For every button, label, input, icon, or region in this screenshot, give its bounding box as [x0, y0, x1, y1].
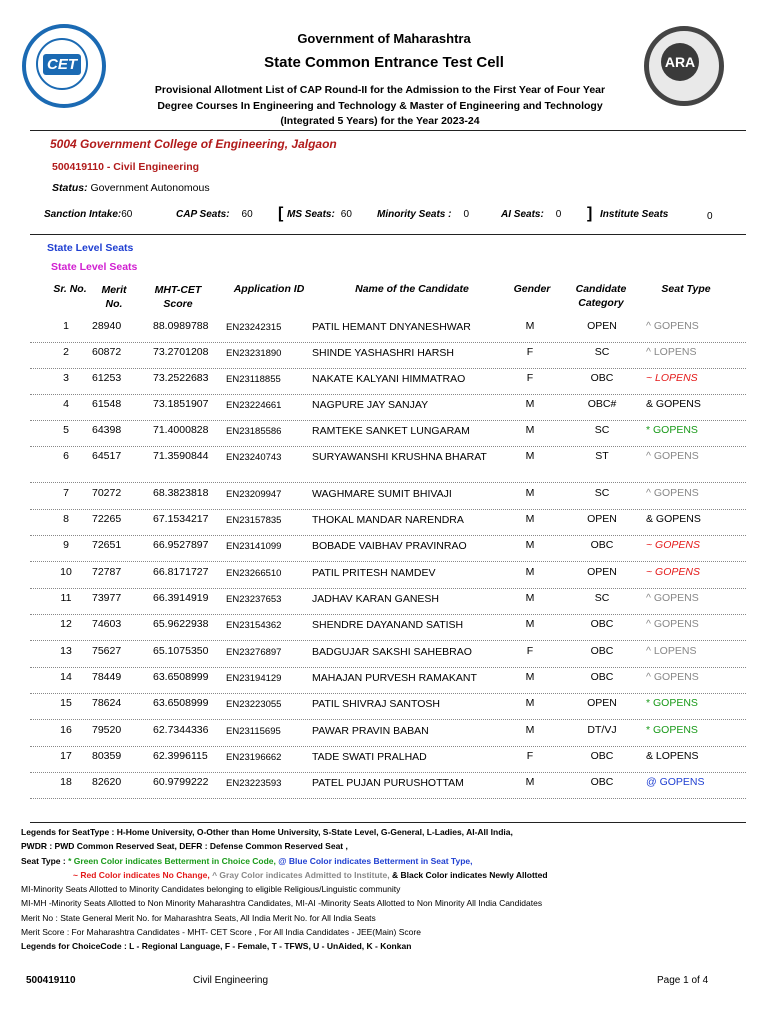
merit-no: 79520	[92, 724, 122, 736]
sr-no: 14	[60, 671, 72, 683]
gender: M	[525, 513, 535, 525]
legend-line-3	[21, 854, 761, 868]
seat-type: & GOPENS	[646, 513, 701, 525]
mht-cet-score: 65.1075350	[153, 645, 209, 657]
seat-type: ^ GOPENS	[646, 671, 699, 683]
col-seat-type: Seat Type	[661, 283, 711, 295]
mht-cet-score: 71.4000828	[153, 424, 209, 436]
gender: M	[525, 424, 535, 436]
candidate-name: SURYAWANSHI KRUSHNA BHARAT	[312, 451, 487, 463]
candidate-name: TADE SWATI PRALHAD	[312, 751, 427, 763]
seat-type: ~ LOPENS	[646, 372, 698, 384]
gender: M	[525, 724, 535, 736]
candidate-name: PATIL SHIVRAJ SANTOSH	[312, 698, 440, 710]
candidate-name: BADGUJAR SAKSHI SAHEBRAO	[312, 646, 472, 658]
seat-type: & LOPENS	[646, 750, 699, 762]
candidate-name: SHENDRE DAYANAND SATISH	[312, 619, 464, 631]
sr-no: 5	[63, 424, 69, 436]
header-divider	[30, 130, 746, 131]
sr-no: 12	[60, 618, 72, 630]
ms-value: 60	[340, 209, 352, 220]
bracket-open: [	[278, 205, 284, 222]
application-id: EN23196662	[226, 752, 282, 763]
mht-cet-score: 71.3590844	[153, 450, 209, 462]
ai-label: AI Seats:	[501, 209, 544, 220]
seat-type: ^ GOPENS	[646, 450, 699, 462]
seat-type: * GOPENS	[646, 697, 698, 709]
application-id: EN23231890	[226, 348, 282, 359]
application-id: EN23224661	[226, 400, 282, 411]
application-id: EN23223055	[226, 699, 282, 710]
cell-title: State Common Entrance Test Cell	[264, 54, 504, 71]
gender: M	[525, 671, 535, 683]
list-title	[120, 83, 640, 130]
list-title-line3: (Integrated 5 Years) for the Year 2023-24	[280, 115, 480, 127]
mht-cet-score: 68.3823818	[153, 487, 209, 499]
row-separator-line	[30, 342, 746, 343]
candidate-name: PATIL HEMANT DNYANESHWAR	[312, 321, 471, 333]
govt-title: Government of Maharashtra	[297, 31, 471, 46]
legend-line-9	[21, 939, 761, 953]
legend-divider	[30, 822, 746, 823]
gender: M	[525, 592, 535, 604]
row-separator-line	[30, 368, 746, 369]
sanction-value: 60	[121, 209, 133, 220]
cap-seats	[176, 209, 253, 220]
mht-cet-score: 63.6508999	[153, 671, 209, 683]
col-score: MHT-CET Score	[154, 284, 202, 310]
ara-logo-text: ARA	[664, 54, 696, 70]
row-separator-line	[30, 667, 746, 668]
gender: M	[525, 539, 535, 551]
mht-cet-score: 73.2701208	[153, 346, 209, 358]
sr-no: 7	[63, 487, 69, 499]
candidate-name: PAWAR PRAVIN BABAN	[312, 725, 429, 737]
sanction-label: Sanction Intake:	[44, 209, 122, 220]
merit-no: 60872	[92, 346, 122, 358]
application-id: EN23266510	[226, 568, 282, 579]
mht-cet-score: 66.8171727	[153, 566, 209, 578]
application-id: EN23242315	[226, 322, 282, 333]
candidate-name: JADHAV KARAN GANESH	[312, 593, 439, 605]
sr-no: 1	[63, 320, 69, 332]
mht-cet-score: 88.0989788	[153, 320, 209, 332]
merit-no: 64517	[92, 450, 122, 462]
candidate-category: OBC	[590, 671, 614, 683]
col-app: Application ID	[233, 283, 305, 295]
candidate-category: OPEN	[587, 513, 617, 525]
candidate-name: PATEL PUJAN PURUSHOTTAM	[312, 777, 464, 789]
application-id: EN23223593	[226, 778, 282, 789]
cap-value: 60	[241, 209, 253, 220]
mht-cet-score: 73.1851907	[153, 398, 209, 410]
gender: M	[525, 566, 535, 578]
sr-no: 8	[63, 513, 69, 525]
candidate-name: NAGPURE JAY SANJAY	[312, 399, 429, 411]
seat-type: ^ GOPENS	[646, 618, 699, 630]
footer-page: Page 1 of 4	[657, 975, 709, 986]
bracket-close: ]	[587, 205, 593, 222]
gender: M	[525, 398, 535, 410]
mht-cet-score: 66.9527897	[153, 539, 209, 551]
candidate-category: OBC	[590, 539, 614, 551]
candidate-name: THOKAL MANDAR NARENDRA	[312, 514, 464, 526]
merit-no: 64398	[92, 424, 122, 436]
sr-no: 16	[60, 724, 72, 736]
legend-green: * Green Color indicates Betterment in Choice Code,	[68, 855, 276, 866]
merit-no: 61548	[92, 398, 122, 410]
seat-type: * GOPENS	[646, 724, 698, 736]
merit-no: 72651	[92, 539, 122, 551]
ai-value: 0	[555, 209, 562, 220]
institute-label: Institute Seats	[600, 209, 669, 220]
state-level-label: State Level Seats	[47, 242, 134, 254]
row-separator-line	[30, 420, 746, 421]
minority-seats	[377, 209, 469, 220]
seat-type: ^ GOPENS	[646, 487, 699, 499]
list-title-line1: Provisional Allotment List of CAP Round-II for the Admission to the First Year of Four Year	[154, 84, 606, 96]
sr-no: 9	[63, 539, 69, 551]
sr-no: 2	[63, 346, 69, 358]
gender: M	[525, 487, 535, 499]
candidate-category: SC	[594, 424, 610, 436]
cet-logo-text: CET	[43, 54, 81, 75]
candidate-category: SC	[594, 346, 610, 358]
sr-no: 3	[63, 372, 69, 384]
candidate-category: OBC	[590, 372, 614, 384]
minority-label: Minority Seats :	[377, 209, 452, 220]
seat-type: @ GOPENS	[646, 776, 705, 788]
candidate-category: ST	[595, 450, 609, 462]
legend-line-5: MI-Minority Seats Allotted to Minority Candidates belonging to eligible Religious/Linguistic community	[21, 884, 401, 895]
merit-no: 72265	[92, 513, 122, 525]
seat-type: ^ GOPENS	[646, 592, 699, 604]
application-id: EN23185586	[226, 426, 282, 437]
row-separator-line	[30, 719, 746, 720]
merit-no: 61253	[92, 372, 122, 384]
seat-type: & GOPENS	[646, 398, 701, 410]
merit-no: 73977	[92, 592, 122, 604]
application-id: EN23154362	[226, 620, 282, 631]
merit-no: 28940	[92, 320, 122, 332]
mht-cet-score: 62.3996115	[153, 750, 208, 762]
institute-seats	[600, 209, 668, 220]
seats-divider	[30, 234, 746, 235]
course-name: 500419110 - Civil Engineering	[52, 161, 200, 173]
candidate-category: SC	[594, 592, 610, 604]
footer-course: Civil Engineering	[193, 975, 269, 986]
row-separator-line	[30, 746, 746, 747]
candidate-name: MAHAJAN PURVESH RAMAKANT	[312, 672, 477, 684]
gender: M	[525, 450, 535, 462]
candidate-category: SC	[594, 487, 610, 499]
ms-seats	[287, 209, 352, 220]
ai-seats	[501, 209, 561, 220]
seat-type: ^ LOPENS	[646, 346, 697, 358]
merit-no: 75627	[92, 645, 122, 657]
ms-label: MS Seats:	[287, 209, 335, 220]
legend-line-6: MI-MH -Minority Seats Allotted to Non Minority Maharashtra Candidates, MI-AI -Minority Seats Allotted to Non Minority All India Candidates	[21, 898, 543, 909]
legend	[21, 825, 761, 954]
status-value: Government Autonomous	[90, 182, 210, 194]
list-title-line2: Degree Courses In Engineering and Technology & Master of Engineering and Technology	[157, 99, 603, 112]
sr-no: 4	[63, 398, 69, 410]
candidate-name: SHINDE YASHASHRI HARSH	[312, 347, 454, 359]
application-id: EN23115695	[226, 726, 281, 737]
col-name: Name of the Candidate	[355, 283, 469, 295]
state-level-label-2: State Level Seats	[51, 261, 138, 273]
application-id: EN23209947	[226, 489, 282, 500]
gender: M	[525, 618, 535, 630]
mht-cet-score: 66.3914919	[153, 592, 209, 604]
candidate-name: BOBADE VAIBHAV PRAVINRAO	[312, 540, 467, 552]
row-separator-line	[30, 561, 746, 562]
application-id: EN23157835	[226, 515, 282, 526]
merit-no: 82620	[92, 776, 122, 788]
mht-cet-score: 65.9622938	[153, 618, 209, 630]
row-separator-line	[30, 614, 746, 615]
seat-type: ^ LOPENS	[646, 645, 697, 657]
merit-no: 78624	[92, 697, 122, 709]
col-merit: Merit No.	[101, 284, 127, 310]
candidate-category: OBC	[590, 776, 614, 788]
mht-cet-score: 62.7344336	[153, 724, 209, 736]
mht-cet-score: 67.1534217	[153, 513, 209, 525]
sr-no: 11	[60, 592, 72, 604]
col-category: Candidate Category	[575, 283, 627, 309]
footer-code: 500419110	[26, 975, 76, 986]
legend-line-8: Merit Score : For Maharashtra Candidates - MHT- CET Score , For All India Candidates - JEE(Main) Score	[21, 927, 421, 938]
legend-line-4	[21, 868, 761, 882]
row-separator-line	[30, 798, 746, 799]
legend-seattype: Legends for SeatType : H-Home University, O-Other than Home University, S-State Level, G-General, L-Ladies, AI-All India,	[21, 827, 513, 837]
status-label: Status:	[52, 182, 88, 194]
sr-no: 10	[60, 566, 72, 578]
candidate-category: OPEN	[587, 320, 617, 332]
legend-line-7: Merit No : State General Merit No. for Maharashtra Seats, All India Merit No. for All India Seats	[21, 912, 376, 923]
sr-no: 17	[60, 750, 72, 762]
seat-type: ~ GOPENS	[646, 539, 700, 551]
candidate-category: OBC	[590, 618, 614, 630]
row-separator-line	[30, 446, 746, 447]
sr-no: 6	[63, 450, 69, 462]
candidate-category: DT/VJ	[587, 724, 617, 736]
institute-value: 0	[707, 211, 713, 222]
row-separator-line	[30, 772, 746, 773]
sanction-intake	[44, 209, 132, 220]
application-id: EN23276897	[226, 647, 282, 658]
row-separator-line	[30, 640, 746, 641]
legend-pwdr: PWDR : PWD Common Reserved Seat, DEFR : Defense Common Reserved Seat ,	[21, 841, 348, 852]
gender: F	[526, 645, 534, 657]
sr-no: 18	[60, 776, 72, 788]
merit-no: 78449	[92, 671, 122, 683]
gender: M	[525, 320, 535, 332]
legend-line-1	[21, 825, 761, 839]
merit-no: 72787	[92, 566, 122, 578]
cap-label: CAP Seats:	[176, 209, 230, 220]
legend-red: ~ Red Color indicates No Change,	[73, 869, 210, 880]
application-id: EN23141099	[226, 541, 282, 552]
candidate-name: PATIL PRITESH NAMDEV	[312, 567, 436, 579]
candidate-category: OBC	[590, 750, 614, 762]
seat-type: ^ GOPENS	[646, 320, 699, 332]
legend-blue: @ Blue Color indicates Betterment in Seat Type,	[275, 855, 473, 866]
mht-cet-score: 60.9799222	[153, 776, 209, 788]
gender: M	[525, 697, 535, 709]
application-id: EN23194129	[226, 673, 282, 684]
sr-no: 15	[60, 697, 72, 709]
application-id: EN23237653	[226, 594, 282, 605]
college-name: 5004 Government College of Engineering, Jalgaon	[50, 137, 337, 151]
gender: F	[526, 346, 534, 358]
candidate-category: OBC	[590, 645, 614, 657]
gender: F	[526, 750, 534, 762]
row-separator-line	[30, 535, 746, 536]
sr-no: 13	[60, 645, 72, 657]
seat-type: ~ GOPENS	[646, 566, 700, 578]
gender: M	[525, 776, 535, 788]
candidate-name: WAGHMARE SUMIT BHIVAJI	[312, 488, 452, 500]
legend-black: & Black Color indicates Newly Allotted	[389, 869, 548, 880]
col-gender: Gender	[513, 283, 551, 295]
mht-cet-score: 73.2522683	[153, 372, 209, 384]
legend-line-2	[21, 839, 761, 853]
merit-no: 74603	[92, 618, 122, 630]
application-id: EN23240743	[226, 452, 282, 463]
gender: F	[526, 372, 534, 384]
merit-no: 70272	[92, 487, 122, 499]
row-separator-line	[30, 509, 746, 510]
candidate-name: NAKATE KALYANI HIMMATRAO	[312, 373, 466, 385]
status-line	[52, 182, 210, 194]
candidate-category: OPEN	[587, 697, 617, 709]
legend-seat-type-label: Seat Type :	[21, 855, 69, 866]
legend-choicecode: Legends for ChoiceCode : L - Regional Language, F - Female, T - TFWS, U - UnAided, K - Konkan	[21, 941, 412, 952]
row-separator-line	[30, 588, 746, 589]
col-sr: Sr. No.	[53, 283, 87, 295]
candidate-category: OPEN	[587, 566, 617, 578]
candidate-category: OBC#	[587, 398, 617, 410]
seat-type: * GOPENS	[646, 424, 698, 436]
row-separator-line	[30, 482, 746, 483]
mht-cet-score: 63.6508999	[153, 697, 209, 709]
legend-gray: ^ Gray Color indicates Admitted to Institute,	[209, 869, 390, 880]
row-separator-line	[30, 693, 746, 694]
row-separator-line	[30, 394, 746, 395]
minority-value: 0	[463, 209, 470, 220]
application-id: EN23118855	[226, 374, 281, 385]
merit-no: 80359	[92, 750, 122, 762]
candidate-name: RAMTEKE SANKET LUNGARAM	[312, 425, 470, 437]
